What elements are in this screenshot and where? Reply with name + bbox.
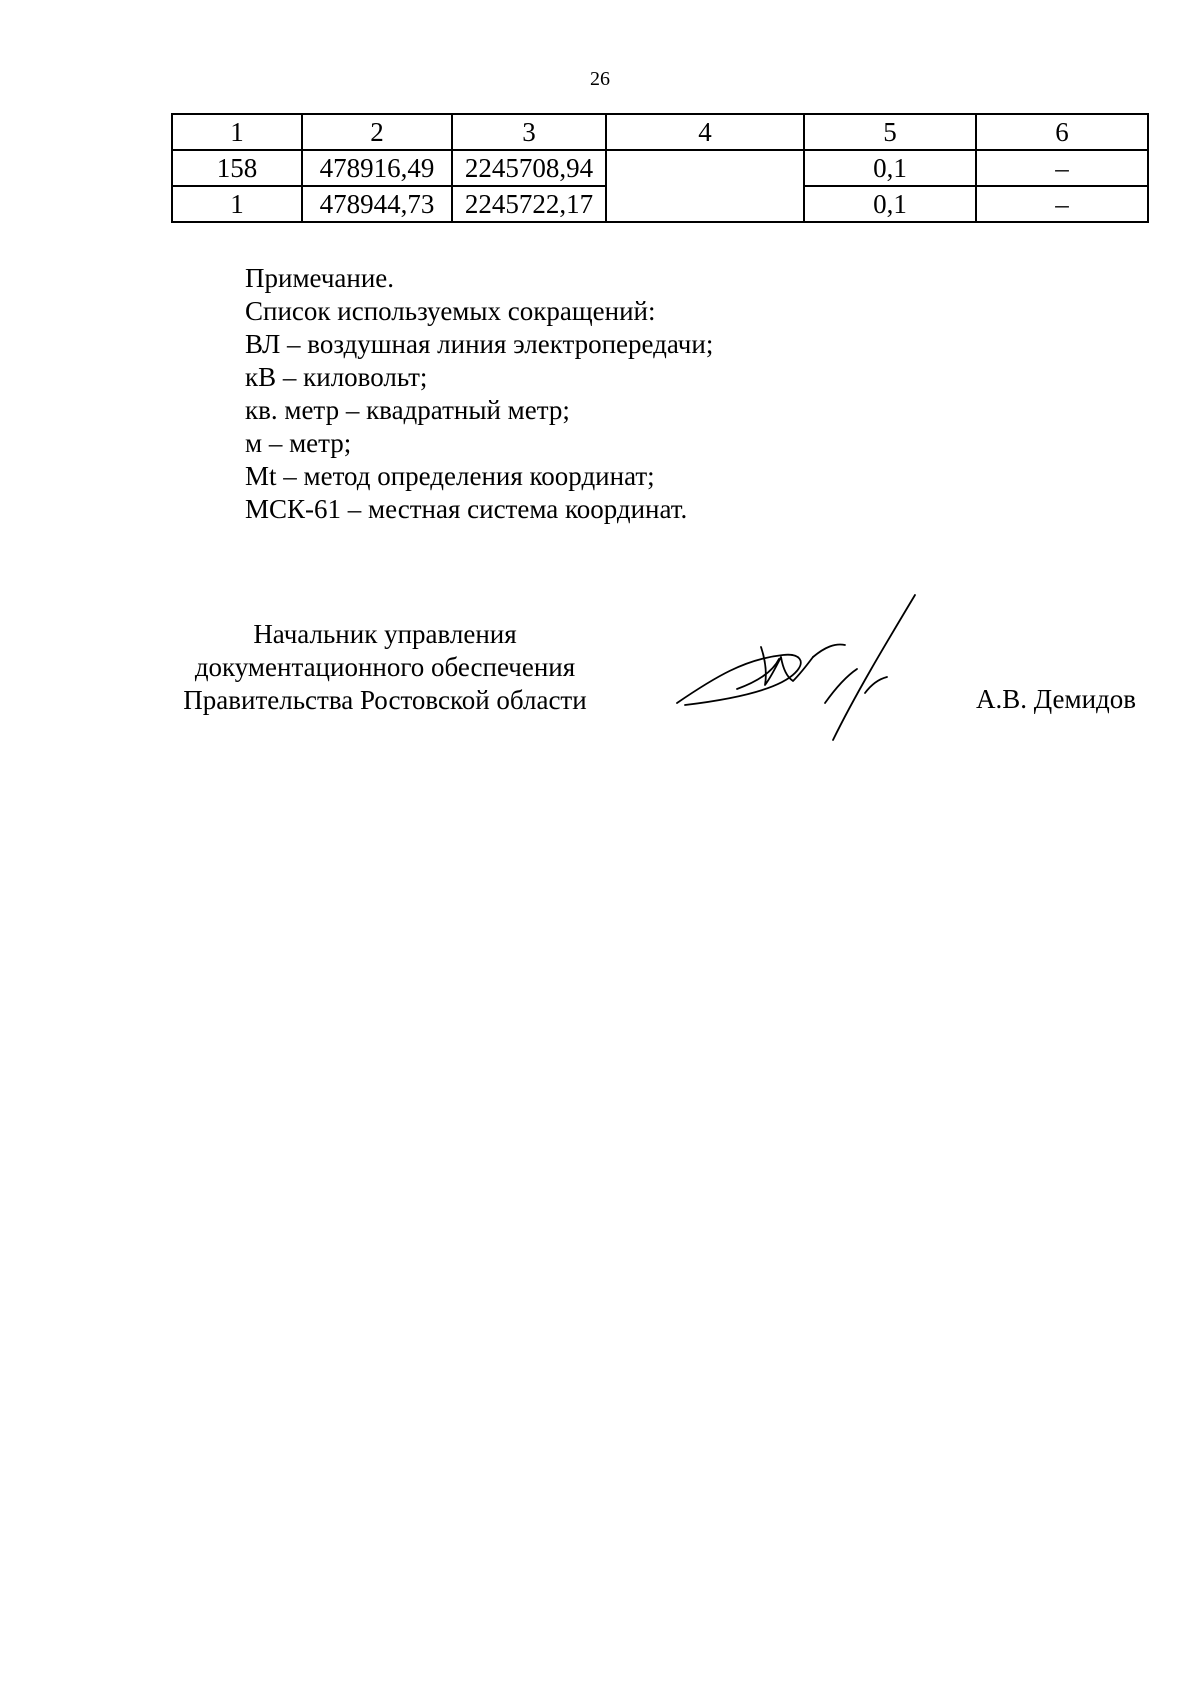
header-cell: 1: [172, 114, 302, 150]
accuracy-cell: 0,1: [804, 150, 976, 186]
header-cell: 3: [452, 114, 606, 150]
table-row: [172, 150, 1148, 186]
note-title: Примечание.: [245, 263, 395, 293]
point-number-cell: 158: [172, 150, 302, 186]
header-cell: 4: [606, 114, 804, 150]
note-intro: Список используемых сокращений:: [245, 296, 656, 326]
handwritten-signature: [675, 585, 975, 745]
header-cell: 5: [804, 114, 976, 150]
method-cell: [606, 150, 804, 222]
note-item: Mt – метод определения координат;: [245, 461, 655, 491]
header-cell: 6: [976, 114, 1148, 150]
note-item: кВ – киловольт;: [245, 362, 428, 392]
position-line: документационного обеспечения: [194, 652, 576, 682]
note-item: м – метр;: [245, 428, 352, 458]
coordinates-table: [171, 113, 1149, 223]
note-item: ВЛ – воздушная линия электропередачи;: [245, 329, 714, 359]
y-coordinate-cell: 2245708,94: [452, 150, 606, 186]
description-cell: –: [976, 150, 1148, 186]
note-item: МСК-61 – местная система координат.: [245, 494, 688, 524]
accuracy-cell: 0,1: [804, 186, 976, 222]
description-cell: –: [976, 186, 1148, 222]
table-header-row: [172, 114, 1148, 150]
x-coordinate-cell: 478944,73: [302, 186, 452, 222]
x-coordinate-cell: 478916,49: [302, 150, 452, 186]
note-item: кв. метр – квадратный метр;: [245, 395, 570, 425]
header-cell: 2: [302, 114, 452, 150]
y-coordinate-cell: 2245722,17: [452, 186, 606, 222]
signatory-position: [160, 618, 610, 717]
point-number-cell: 1: [172, 186, 302, 222]
position-line: Начальник управления: [253, 619, 517, 649]
signer-name: А.В. Демидов: [976, 684, 1137, 714]
page-number: 26: [590, 68, 610, 90]
abbreviations-note: [245, 262, 713, 526]
position-line: Правительства Ростовской области: [183, 685, 587, 715]
